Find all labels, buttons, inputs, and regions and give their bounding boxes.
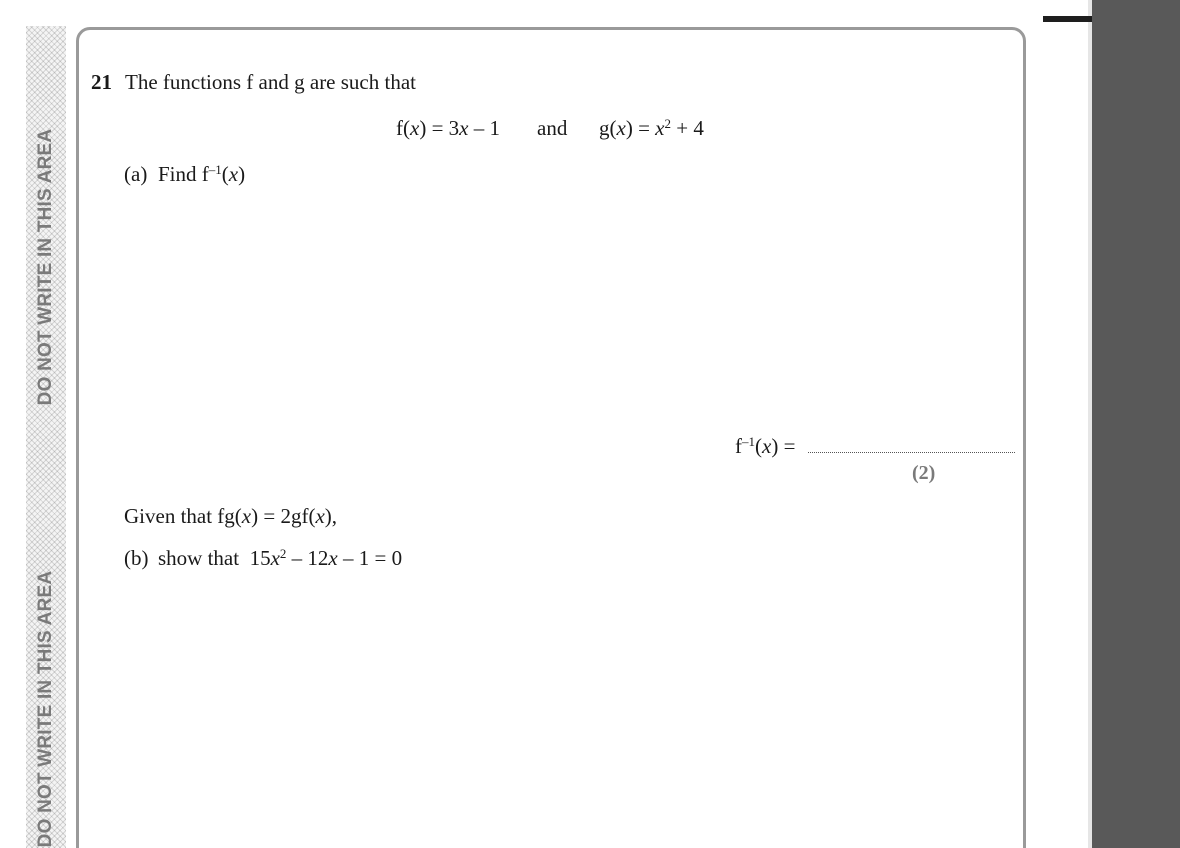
part-a-answer-prefix: $f^{-1}(x)$ = — [735, 434, 796, 458]
g-definition: $g(x) = x^2 + 4$ — [599, 116, 704, 140]
f-definition: f(x) = 3x – 1 — [396, 116, 500, 140]
viewer-background — [1092, 0, 1180, 848]
margin-warning-top: DO NOT WRITE IN THIS AREA — [35, 128, 56, 406]
question-intro: The functions f and g are such that — [125, 70, 416, 94]
and-joiner: and — [537, 116, 568, 140]
question-number: 21 — [91, 70, 112, 94]
part-a-answer-line[interactable] — [808, 452, 1015, 453]
part-a-text: Find $f^{-1}(x)$ — [158, 162, 246, 186]
part-b-text: show that $15x^2 - 12x - 1 = 0$ — [158, 546, 403, 570]
part-a-marks: (2) — [912, 462, 936, 484]
question-answer-box — [76, 27, 1026, 848]
corner-registration-mark — [1043, 16, 1092, 22]
page-edge — [1088, 0, 1092, 848]
part-b-label: (b) — [124, 546, 149, 570]
part-a-label: (a) — [124, 162, 148, 186]
margin-warning-bottom: DO NOT WRITE IN THIS AREA — [35, 570, 56, 848]
given-statement: Given that fg(x) = 2gf(x), — [124, 504, 338, 528]
